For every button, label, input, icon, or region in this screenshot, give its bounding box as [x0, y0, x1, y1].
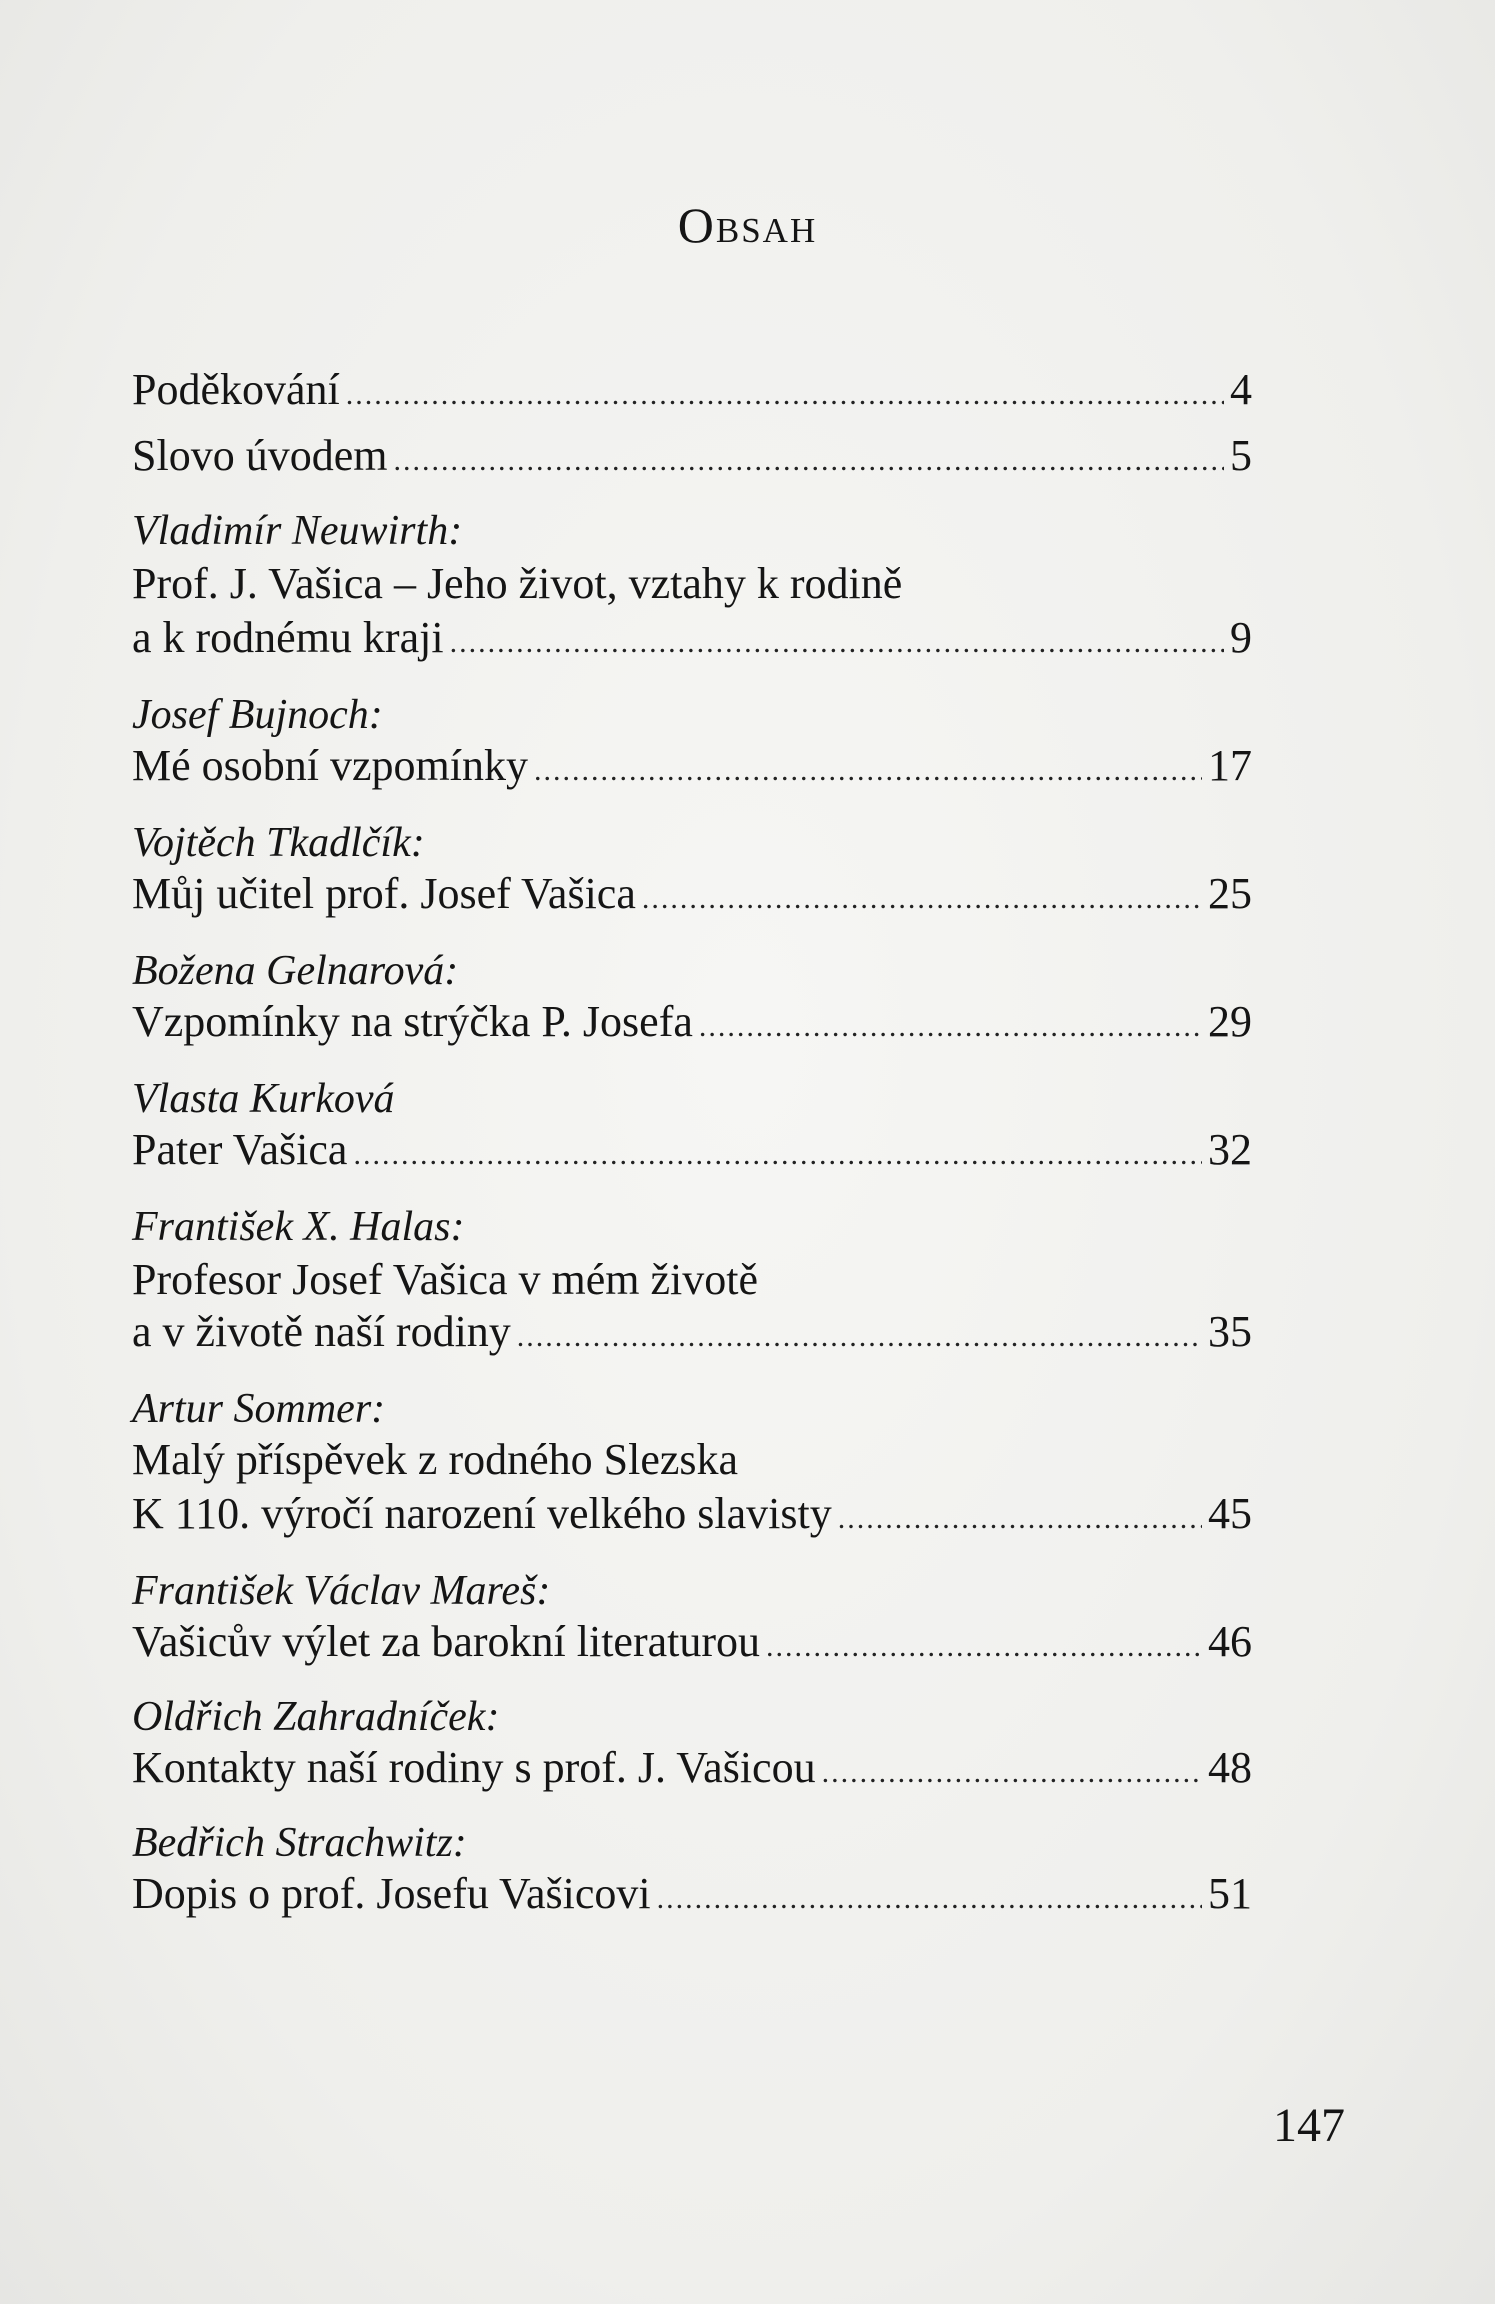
toc-entry-title: Pater Vašica [132, 1125, 348, 1174]
toc-entry-page: 35 [1208, 1307, 1252, 1356]
toc-entry-title: Mé osobní vzpomínky [132, 741, 528, 790]
toc-entry-page: 29 [1208, 997, 1252, 1046]
toc-leader-dots [353, 1129, 1202, 1181]
toc-entry[interactable] [132, 1616, 1252, 1673]
toc-entry-title: a v životě naší rodiny [132, 1307, 511, 1356]
toc-entry[interactable] [132, 1306, 1252, 1363]
toc-entry-title: Poděkování [132, 365, 340, 414]
toc-leader-dots [766, 1621, 1202, 1673]
toc-leader-dots [822, 1747, 1202, 1799]
toc-entry-title: Můj učitel prof. Josef Vašica [132, 869, 636, 918]
toc-entry-author: Josef Bujnoch: [132, 692, 383, 738]
toc-entry-page: 51 [1208, 1869, 1252, 1918]
toc-entry[interactable] [132, 740, 1252, 797]
toc-entry-title: a k rodnému kraji [132, 613, 444, 662]
toc-leader-dots [346, 369, 1224, 421]
toc-entry-title-line[interactable]: Profesor Josef Vašica v mém životě [132, 1255, 759, 1304]
toc-entry-page: 46 [1208, 1617, 1252, 1666]
toc-leader-dots [657, 1873, 1202, 1925]
toc-entry-title-line[interactable]: Prof. J. Vašica – Jeho život, vztahy k rodině [132, 559, 903, 608]
toc-entry[interactable] [132, 612, 1252, 669]
toc-leader-dots [517, 1311, 1202, 1363]
toc-entry-page: 25 [1208, 869, 1252, 918]
toc-entry-title-line[interactable]: Malý příspěvek z rodného Slezska [132, 1435, 739, 1484]
toc-entry-title: Kontakty naší rodiny s prof. J. Vašicou [132, 1743, 816, 1792]
toc-entry-author: Božena Gelnarová: [132, 948, 459, 994]
toc-entry[interactable] [132, 430, 1252, 487]
page-number: 147 [1273, 2099, 1345, 2152]
toc-entry-page: 4 [1230, 365, 1252, 414]
toc-entry-author: Bedřich Strachwitz: [132, 1820, 467, 1866]
toc-entry[interactable] [132, 364, 1252, 421]
toc-leader-dots [699, 1001, 1202, 1053]
toc-entry-title: Dopis o prof. Josefu Vašicovi [132, 1869, 651, 1918]
toc-leader-dots [393, 435, 1224, 487]
toc-entry-author: František Václav Mareš: [132, 1568, 551, 1614]
toc-entry[interactable] [132, 996, 1252, 1053]
toc-entry-page: 45 [1208, 1489, 1252, 1538]
toc-entry[interactable] [132, 1742, 1252, 1799]
toc-entry-title: Vzpomínky na strýčka P. Josefa [132, 997, 693, 1046]
toc-entry-title: Slovo úvodem [132, 431, 388, 480]
toc-entry-author: Artur Sommer: [132, 1386, 386, 1432]
toc-entry-author: Vlasta Kurková [132, 1076, 395, 1122]
toc-entry-page: 9 [1230, 613, 1252, 662]
toc-entry[interactable] [132, 868, 1252, 925]
toc-entry-page: 5 [1230, 431, 1252, 480]
toc-entry-page: 32 [1208, 1125, 1252, 1174]
toc-entry-author: Vojtěch Tkadlčík: [132, 820, 425, 866]
toc-leader-dots [450, 617, 1224, 669]
toc-entry[interactable] [132, 1124, 1252, 1181]
toc-leader-dots [534, 745, 1202, 797]
toc-entry-title: Vašicův výlet za barokní literaturou [132, 1617, 761, 1666]
page-title: Obsah [677, 197, 818, 253]
toc-entry-author: František X. Halas: [132, 1204, 465, 1250]
toc-entry-author: Vladimír Neuwirth: [132, 508, 463, 554]
toc-entry-author: Oldřich Zahradníček: [132, 1694, 500, 1740]
toc-entry-page: 48 [1208, 1743, 1252, 1792]
toc-leader-dots [838, 1493, 1202, 1545]
toc-leader-dots [642, 873, 1202, 925]
toc-entry-page: 17 [1208, 741, 1252, 790]
toc-entry[interactable] [132, 1868, 1252, 1925]
toc-entry-title: K 110. výročí narození velkého slavisty [132, 1489, 832, 1538]
toc-entry[interactable] [132, 1488, 1252, 1545]
